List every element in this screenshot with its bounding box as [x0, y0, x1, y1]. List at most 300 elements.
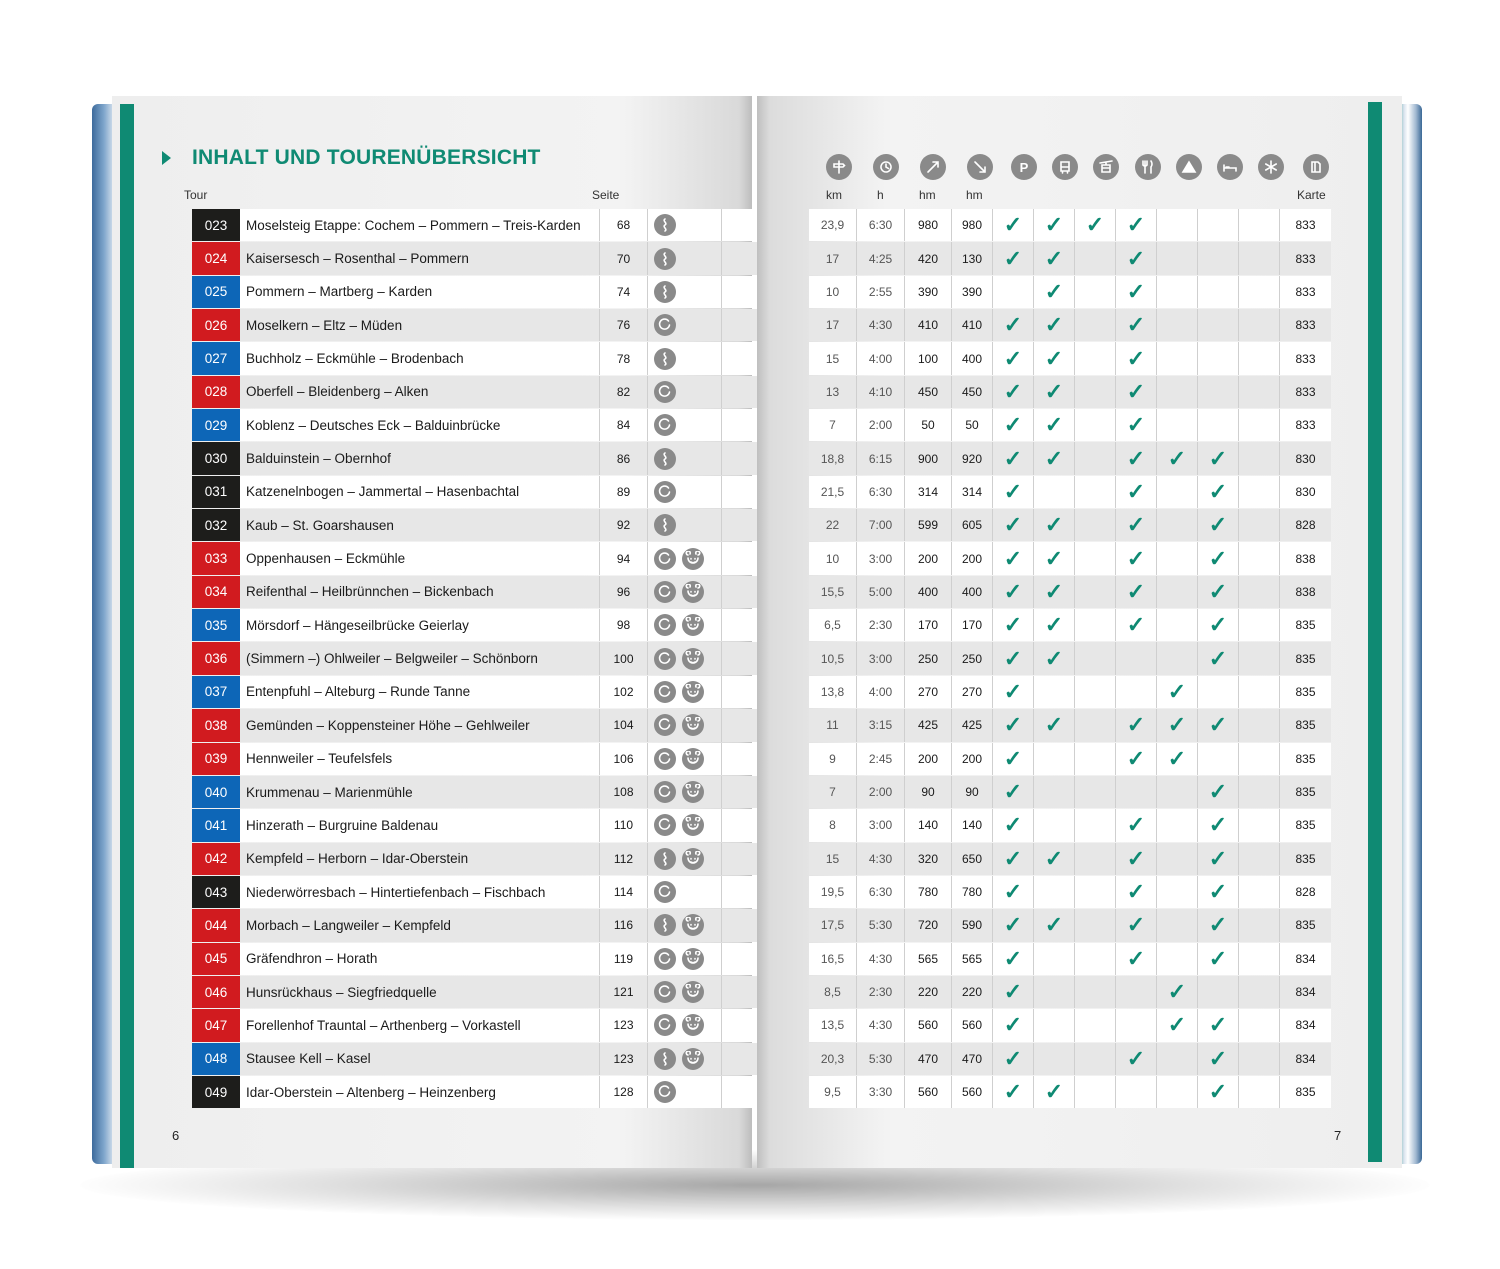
table-row[interactable]	[809, 476, 1339, 508]
tour-number: 049	[192, 1076, 240, 1108]
tour-hours: 2:30	[857, 976, 905, 1008]
checkmark-icon: ✓	[1003, 545, 1023, 571]
checkmark-icon: ✓	[1126, 212, 1146, 238]
tour-km: 13,5	[809, 1009, 857, 1041]
table-row[interactable]	[809, 309, 1339, 341]
tour-map-number: 833	[1280, 242, 1331, 274]
tour-page: 94	[600, 542, 648, 574]
table-row[interactable]	[192, 342, 810, 374]
check-bus	[1034, 876, 1075, 908]
checkmark-icon: ✓	[1003, 979, 1023, 1005]
tour-descent: 314	[952, 476, 993, 508]
check-restaurant	[1116, 509, 1157, 541]
tour-descent: 565	[952, 943, 993, 975]
check-restaurant	[1116, 376, 1157, 408]
check-restaurant	[1116, 943, 1157, 975]
checkmark-icon: ✓	[1044, 412, 1064, 438]
check-winter	[1239, 242, 1280, 274]
tour-name[interactable]: Morbach – Langweiler – Kempfeld	[240, 909, 600, 941]
checkmark-icon: ✓	[1044, 312, 1064, 338]
tour-hours: 2:00	[857, 776, 905, 808]
tour-descent: 200	[952, 542, 993, 574]
check-winter	[1239, 976, 1280, 1008]
check-restaurant	[1116, 676, 1157, 708]
tour-name[interactable]: Hinzerath – Burgruine Baldenau	[240, 809, 600, 841]
checkmark-icon: ✓	[1126, 578, 1146, 604]
linear-route-icon	[654, 214, 676, 236]
tour-name[interactable]: Kempfeld – Herborn – Idar-Oberstein	[240, 843, 600, 875]
check-cable-car	[1075, 642, 1116, 674]
tour-number: 030	[192, 442, 240, 474]
tour-number: 033	[192, 542, 240, 574]
check-bus	[1034, 409, 1075, 441]
tour-ascent: 220	[905, 976, 952, 1008]
check-restaurant	[1116, 642, 1157, 674]
loop-route-icon	[654, 414, 676, 436]
tour-km: 7	[809, 409, 857, 441]
tour-map-number: 835	[1280, 609, 1331, 641]
check-winter	[1239, 676, 1280, 708]
table-row[interactable]	[809, 909, 1339, 941]
table-row[interactable]	[192, 1009, 810, 1041]
check-accommodation	[1198, 676, 1239, 708]
check-bus	[1034, 809, 1075, 841]
check-cable-car	[1075, 442, 1116, 474]
tour-page: 98	[600, 609, 648, 641]
check-accommodation	[1198, 342, 1239, 374]
tour-type-icons	[648, 676, 722, 708]
table-row[interactable]	[192, 409, 810, 441]
check-accommodation	[1198, 876, 1239, 908]
check-winter	[1239, 642, 1280, 674]
check-hut	[1157, 743, 1198, 775]
check-bus	[1034, 743, 1075, 775]
tour-ascent: 560	[905, 1009, 952, 1041]
loop-route-icon	[654, 648, 676, 670]
tour-descent: 410	[952, 309, 993, 341]
check-winter	[1239, 843, 1280, 875]
tour-type-icons	[648, 242, 722, 274]
check-hut	[1157, 676, 1198, 708]
checkmark-icon: ✓	[1126, 245, 1146, 271]
check-winter	[1239, 709, 1280, 741]
checkmark-icon: ✓	[1003, 345, 1023, 371]
check-winter	[1239, 943, 1280, 975]
table-row[interactable]	[192, 676, 810, 708]
check-restaurant	[1116, 609, 1157, 641]
tour-map-number: 834	[1280, 976, 1331, 1008]
checkmark-icon: ✓	[1044, 578, 1064, 604]
tour-page: 121	[600, 976, 648, 1008]
checkmark-icon: ✓	[1208, 612, 1228, 638]
table-row[interactable]	[192, 1076, 810, 1108]
check-accommodation	[1198, 976, 1239, 1008]
tour-hours: 2:55	[857, 276, 905, 308]
tour-table-left	[192, 209, 810, 1109]
check-hut	[1157, 576, 1198, 608]
checkmark-icon: ✓	[1126, 512, 1146, 538]
tour-ascent: 470	[905, 1043, 952, 1075]
checkmark-icon: ✓	[1003, 912, 1023, 938]
check-parking	[993, 642, 1034, 674]
tour-ascent: 90	[905, 776, 952, 808]
table-row[interactable]	[192, 476, 810, 508]
check-accommodation	[1198, 209, 1239, 241]
check-accommodation	[1198, 609, 1239, 641]
col-header-tour: Tour	[184, 188, 208, 202]
table-row[interactable]	[192, 1043, 810, 1075]
table-row[interactable]	[809, 876, 1339, 908]
linear-route-icon	[654, 248, 676, 270]
tour-descent: 425	[952, 709, 993, 741]
table-row[interactable]	[809, 509, 1339, 541]
tour-km: 13,8	[809, 676, 857, 708]
check-restaurant	[1116, 309, 1157, 341]
table-row[interactable]	[809, 342, 1339, 374]
check-bus	[1034, 542, 1075, 574]
tour-hours: 2:45	[857, 743, 905, 775]
check-winter	[1239, 809, 1280, 841]
table-row[interactable]	[809, 976, 1339, 1008]
table-row[interactable]	[809, 1009, 1339, 1041]
check-restaurant	[1116, 909, 1157, 941]
tour-ascent: 400	[905, 576, 952, 608]
check-restaurant	[1116, 342, 1157, 374]
tour-hours: 2:30	[857, 609, 905, 641]
table-row[interactable]	[192, 743, 810, 775]
table-row[interactable]	[809, 1076, 1339, 1108]
tour-name[interactable]: Moselsteig Etappe: Cochem – Pommern – Treis-Karden	[240, 209, 600, 241]
table-row[interactable]	[809, 576, 1339, 608]
tour-name[interactable]: Idar-Oberstein – Altenberg – Heinzenberg	[240, 1076, 600, 1108]
tour-type-icons	[648, 442, 722, 474]
tour-ascent: 140	[905, 809, 952, 841]
checkmark-icon: ✓	[1003, 845, 1023, 871]
kids-bear-icon	[682, 781, 704, 803]
check-cable-car	[1075, 676, 1116, 708]
check-parking	[993, 1009, 1034, 1041]
map-icon	[1303, 154, 1329, 180]
check-bus	[1034, 943, 1075, 975]
table-row[interactable]	[192, 209, 810, 241]
check-cable-car	[1075, 476, 1116, 508]
check-parking	[993, 809, 1034, 841]
tour-hours: 3:15	[857, 709, 905, 741]
check-hut	[1157, 1009, 1198, 1041]
checkmark-icon: ✓	[1003, 445, 1023, 471]
table-row[interactable]	[192, 609, 810, 641]
tour-km: 23,9	[809, 209, 857, 241]
table-row[interactable]	[809, 743, 1339, 775]
checkmark-icon: ✓	[1126, 712, 1146, 738]
checkmark-icon: ✓	[1044, 545, 1064, 571]
tour-hours: 6:30	[857, 876, 905, 908]
table-row[interactable]	[192, 876, 810, 908]
kids-bear-icon	[682, 748, 704, 770]
tour-km: 8,5	[809, 976, 857, 1008]
tour-type-icons	[648, 1009, 722, 1041]
check-hut	[1157, 442, 1198, 474]
tour-ascent: 420	[905, 242, 952, 274]
checkmark-icon: ✓	[1126, 945, 1146, 971]
loop-route-icon	[654, 548, 676, 570]
tour-name[interactable]: Pommern – Martberg – Karden	[240, 276, 600, 308]
col-header-km: km	[826, 188, 842, 202]
check-accommodation	[1198, 242, 1239, 274]
tour-descent: 650	[952, 843, 993, 875]
table-row[interactable]	[192, 642, 810, 674]
check-winter	[1239, 542, 1280, 574]
tour-descent: 200	[952, 743, 993, 775]
cable-car-icon	[1093, 154, 1119, 180]
tour-name[interactable]: Gemünden – Koppensteiner Höhe – Gehlweiler	[240, 709, 600, 741]
check-bus	[1034, 476, 1075, 508]
table-row[interactable]	[809, 242, 1339, 274]
check-accommodation	[1198, 542, 1239, 574]
table-row[interactable]	[809, 376, 1339, 408]
table-row[interactable]	[809, 642, 1339, 674]
table-row[interactable]	[809, 843, 1339, 875]
tour-km: 15	[809, 843, 857, 875]
table-row[interactable]	[809, 676, 1339, 708]
tour-name[interactable]: Balduinstein – Obernhof	[240, 442, 600, 474]
tour-type-icons	[648, 542, 722, 574]
loop-route-icon	[654, 1081, 676, 1103]
table-row[interactable]	[192, 909, 810, 941]
table-row[interactable]	[192, 576, 810, 608]
table-row[interactable]	[809, 609, 1339, 641]
tour-name[interactable]: Forellenhof Trauntal – Arthenberg – Vorkastell	[240, 1009, 600, 1041]
tour-km: 20,3	[809, 1043, 857, 1075]
linear-route-icon	[654, 1048, 676, 1070]
tour-number: 025	[192, 276, 240, 308]
check-parking	[993, 542, 1034, 574]
table-row[interactable]	[192, 276, 810, 308]
check-hut	[1157, 209, 1198, 241]
tour-page: 76	[600, 309, 648, 341]
tour-map-number: 833	[1280, 342, 1331, 374]
checkmark-icon: ✓	[1003, 678, 1023, 704]
tour-km: 10,5	[809, 642, 857, 674]
check-bus	[1034, 576, 1075, 608]
check-cable-car	[1075, 943, 1116, 975]
check-accommodation	[1198, 776, 1239, 808]
checkmark-icon: ✓	[1126, 845, 1146, 871]
table-row[interactable]	[192, 843, 810, 875]
kids-bear-icon	[682, 614, 704, 636]
check-accommodation	[1198, 509, 1239, 541]
restaurant-icon	[1135, 154, 1161, 180]
tour-name[interactable]: Koblenz – Deutsches Eck – Balduinbrücke	[240, 409, 600, 441]
checkmark-icon: ✓	[1126, 478, 1146, 504]
check-hut	[1157, 976, 1198, 1008]
checkmark-icon: ✓	[1044, 512, 1064, 538]
tour-name[interactable]: Niederwörresbach – Hintertiefenbach – Fischbach	[240, 876, 600, 908]
table-row[interactable]	[809, 709, 1339, 741]
check-hut	[1157, 342, 1198, 374]
check-parking	[993, 1043, 1034, 1075]
table-row[interactable]	[809, 209, 1339, 241]
tour-name[interactable]: Entenpfuhl – Alteburg – Runde Tanne	[240, 676, 600, 708]
tour-name[interactable]: Mörsdorf – Hängeseilbrücke Geierlay	[240, 609, 600, 641]
tour-name[interactable]: Katzenelnbogen – Jammertal – Hasenbachtal	[240, 476, 600, 508]
check-cable-car	[1075, 709, 1116, 741]
checkmark-icon: ✓	[1003, 645, 1023, 671]
tour-hours: 5:30	[857, 909, 905, 941]
table-row[interactable]	[809, 409, 1339, 441]
tour-page: 119	[600, 943, 648, 975]
tour-name[interactable]: Gräfendhron – Horath	[240, 943, 600, 975]
tour-km: 17	[809, 242, 857, 274]
check-winter	[1239, 409, 1280, 441]
check-bus	[1034, 242, 1075, 274]
tour-hours: 4:00	[857, 676, 905, 708]
check-accommodation	[1198, 743, 1239, 775]
check-restaurant	[1116, 1076, 1157, 1108]
table-row[interactable]	[809, 943, 1339, 975]
tour-name[interactable]: Stausee Kell – Kasel	[240, 1043, 600, 1075]
tour-name[interactable]: Kaisersesch – Rosenthal – Pommern	[240, 242, 600, 274]
checkmark-icon: ✓	[1044, 245, 1064, 271]
checkmark-icon: ✓	[1003, 612, 1023, 638]
check-cable-car	[1075, 342, 1116, 374]
tour-ascent: 250	[905, 642, 952, 674]
tour-map-number: 835	[1280, 743, 1331, 775]
tour-number: 039	[192, 743, 240, 775]
check-cable-car	[1075, 776, 1116, 808]
table-row[interactable]	[809, 809, 1339, 841]
check-winter	[1239, 309, 1280, 341]
table-row[interactable]	[192, 442, 810, 474]
table-row[interactable]	[192, 242, 810, 274]
table-row[interactable]	[809, 776, 1339, 808]
tour-ascent: 320	[905, 843, 952, 875]
check-restaurant	[1116, 1009, 1157, 1041]
checkmark-icon: ✓	[1208, 912, 1228, 938]
checkmark-icon: ✓	[1003, 212, 1023, 238]
table-row[interactable]	[192, 542, 810, 574]
col-header-karte: Karte	[1297, 188, 1326, 202]
tour-name[interactable]: Oppenhausen – Eckmühle	[240, 542, 600, 574]
tour-page: 108	[600, 776, 648, 808]
table-row[interactable]	[809, 442, 1339, 474]
tour-page: 110	[600, 809, 648, 841]
tour-km: 10	[809, 542, 857, 574]
check-hut	[1157, 709, 1198, 741]
checkmark-icon: ✓	[1126, 612, 1146, 638]
check-cable-car	[1075, 509, 1116, 541]
tour-name[interactable]: Buchholz – Eckmühle – Brodenbach	[240, 342, 600, 374]
tour-hours: 6:30	[857, 476, 905, 508]
check-cable-car	[1075, 909, 1116, 941]
tour-name[interactable]: Reifenthal – Heilbrünnchen – Bickenbach	[240, 576, 600, 608]
checkmark-icon: ✓	[1003, 245, 1023, 271]
check-parking	[993, 876, 1034, 908]
check-accommodation	[1198, 809, 1239, 841]
table-row[interactable]	[809, 1043, 1339, 1075]
check-hut	[1157, 843, 1198, 875]
check-bus	[1034, 642, 1075, 674]
left-page	[112, 96, 752, 1168]
tour-descent: 50	[952, 409, 993, 441]
tour-name[interactable]: Hunsrückhaus – Siegfriedquelle	[240, 976, 600, 1008]
tour-type-icons	[648, 276, 722, 308]
table-row[interactable]	[192, 776, 810, 808]
tour-name[interactable]: (Simmern –) Ohlweiler – Belgweiler – Schönborn	[240, 642, 600, 674]
tour-descent: 90	[952, 776, 993, 808]
tour-hours: 6:30	[857, 209, 905, 241]
tour-page: 74	[600, 276, 648, 308]
checkmark-icon: ✓	[1044, 712, 1064, 738]
checkmark-icon: ✓	[1044, 445, 1064, 471]
checkmark-icon: ✓	[1167, 1012, 1187, 1038]
tour-map-number: 835	[1280, 776, 1331, 808]
hut-icon	[1176, 154, 1202, 180]
check-restaurant	[1116, 576, 1157, 608]
checkmark-icon: ✓	[1126, 445, 1146, 471]
tour-ascent: 200	[905, 542, 952, 574]
table-row[interactable]	[192, 943, 810, 975]
tour-hours: 4:00	[857, 342, 905, 374]
checkmark-icon: ✓	[1003, 712, 1023, 738]
tour-type-icons	[648, 376, 722, 408]
tour-page: 70	[600, 242, 648, 274]
table-row[interactable]	[192, 509, 810, 541]
tour-hours: 6:15	[857, 442, 905, 474]
table-row[interactable]	[192, 376, 810, 408]
check-hut	[1157, 409, 1198, 441]
tour-map-number: 835	[1280, 909, 1331, 941]
tour-ascent: 50	[905, 409, 952, 441]
check-hut	[1157, 376, 1198, 408]
tour-descent: 140	[952, 809, 993, 841]
checkmark-icon: ✓	[1167, 678, 1187, 704]
check-bus	[1034, 509, 1075, 541]
checkmark-icon: ✓	[1208, 845, 1228, 871]
table-row[interactable]	[809, 542, 1339, 574]
checkmark-icon: ✓	[1126, 278, 1146, 304]
table-row[interactable]	[192, 709, 810, 741]
check-bus	[1034, 776, 1075, 808]
table-row[interactable]	[192, 976, 810, 1008]
loop-route-icon	[654, 814, 676, 836]
check-restaurant	[1116, 843, 1157, 875]
check-hut	[1157, 1043, 1198, 1075]
tour-hours: 4:10	[857, 376, 905, 408]
tour-name[interactable]: Hennweiler – Teufelsfels	[240, 743, 600, 775]
check-hut	[1157, 943, 1198, 975]
tour-number: 046	[192, 976, 240, 1008]
tour-type-icons	[648, 776, 722, 808]
tour-type-icons	[648, 809, 722, 841]
table-row[interactable]	[192, 809, 810, 841]
tour-descent: 450	[952, 376, 993, 408]
tour-ascent: 200	[905, 743, 952, 775]
check-bus	[1034, 1009, 1075, 1041]
tour-name[interactable]: Oberfell – Bleidenberg – Alken	[240, 376, 600, 408]
table-row[interactable]	[809, 276, 1339, 308]
tour-name[interactable]: Kaub – St. Goarshausen	[240, 509, 600, 541]
tour-page: 128	[600, 1076, 648, 1108]
table-row[interactable]	[192, 309, 810, 341]
check-parking	[993, 242, 1034, 274]
tour-name[interactable]: Moselkern – Eltz – Müden	[240, 309, 600, 341]
checkmark-icon: ✓	[1044, 612, 1064, 638]
tour-map-number: 828	[1280, 509, 1331, 541]
kids-bear-icon	[682, 548, 704, 570]
tour-number: 045	[192, 943, 240, 975]
tour-name[interactable]: Krummenau – Marienmühle	[240, 776, 600, 808]
